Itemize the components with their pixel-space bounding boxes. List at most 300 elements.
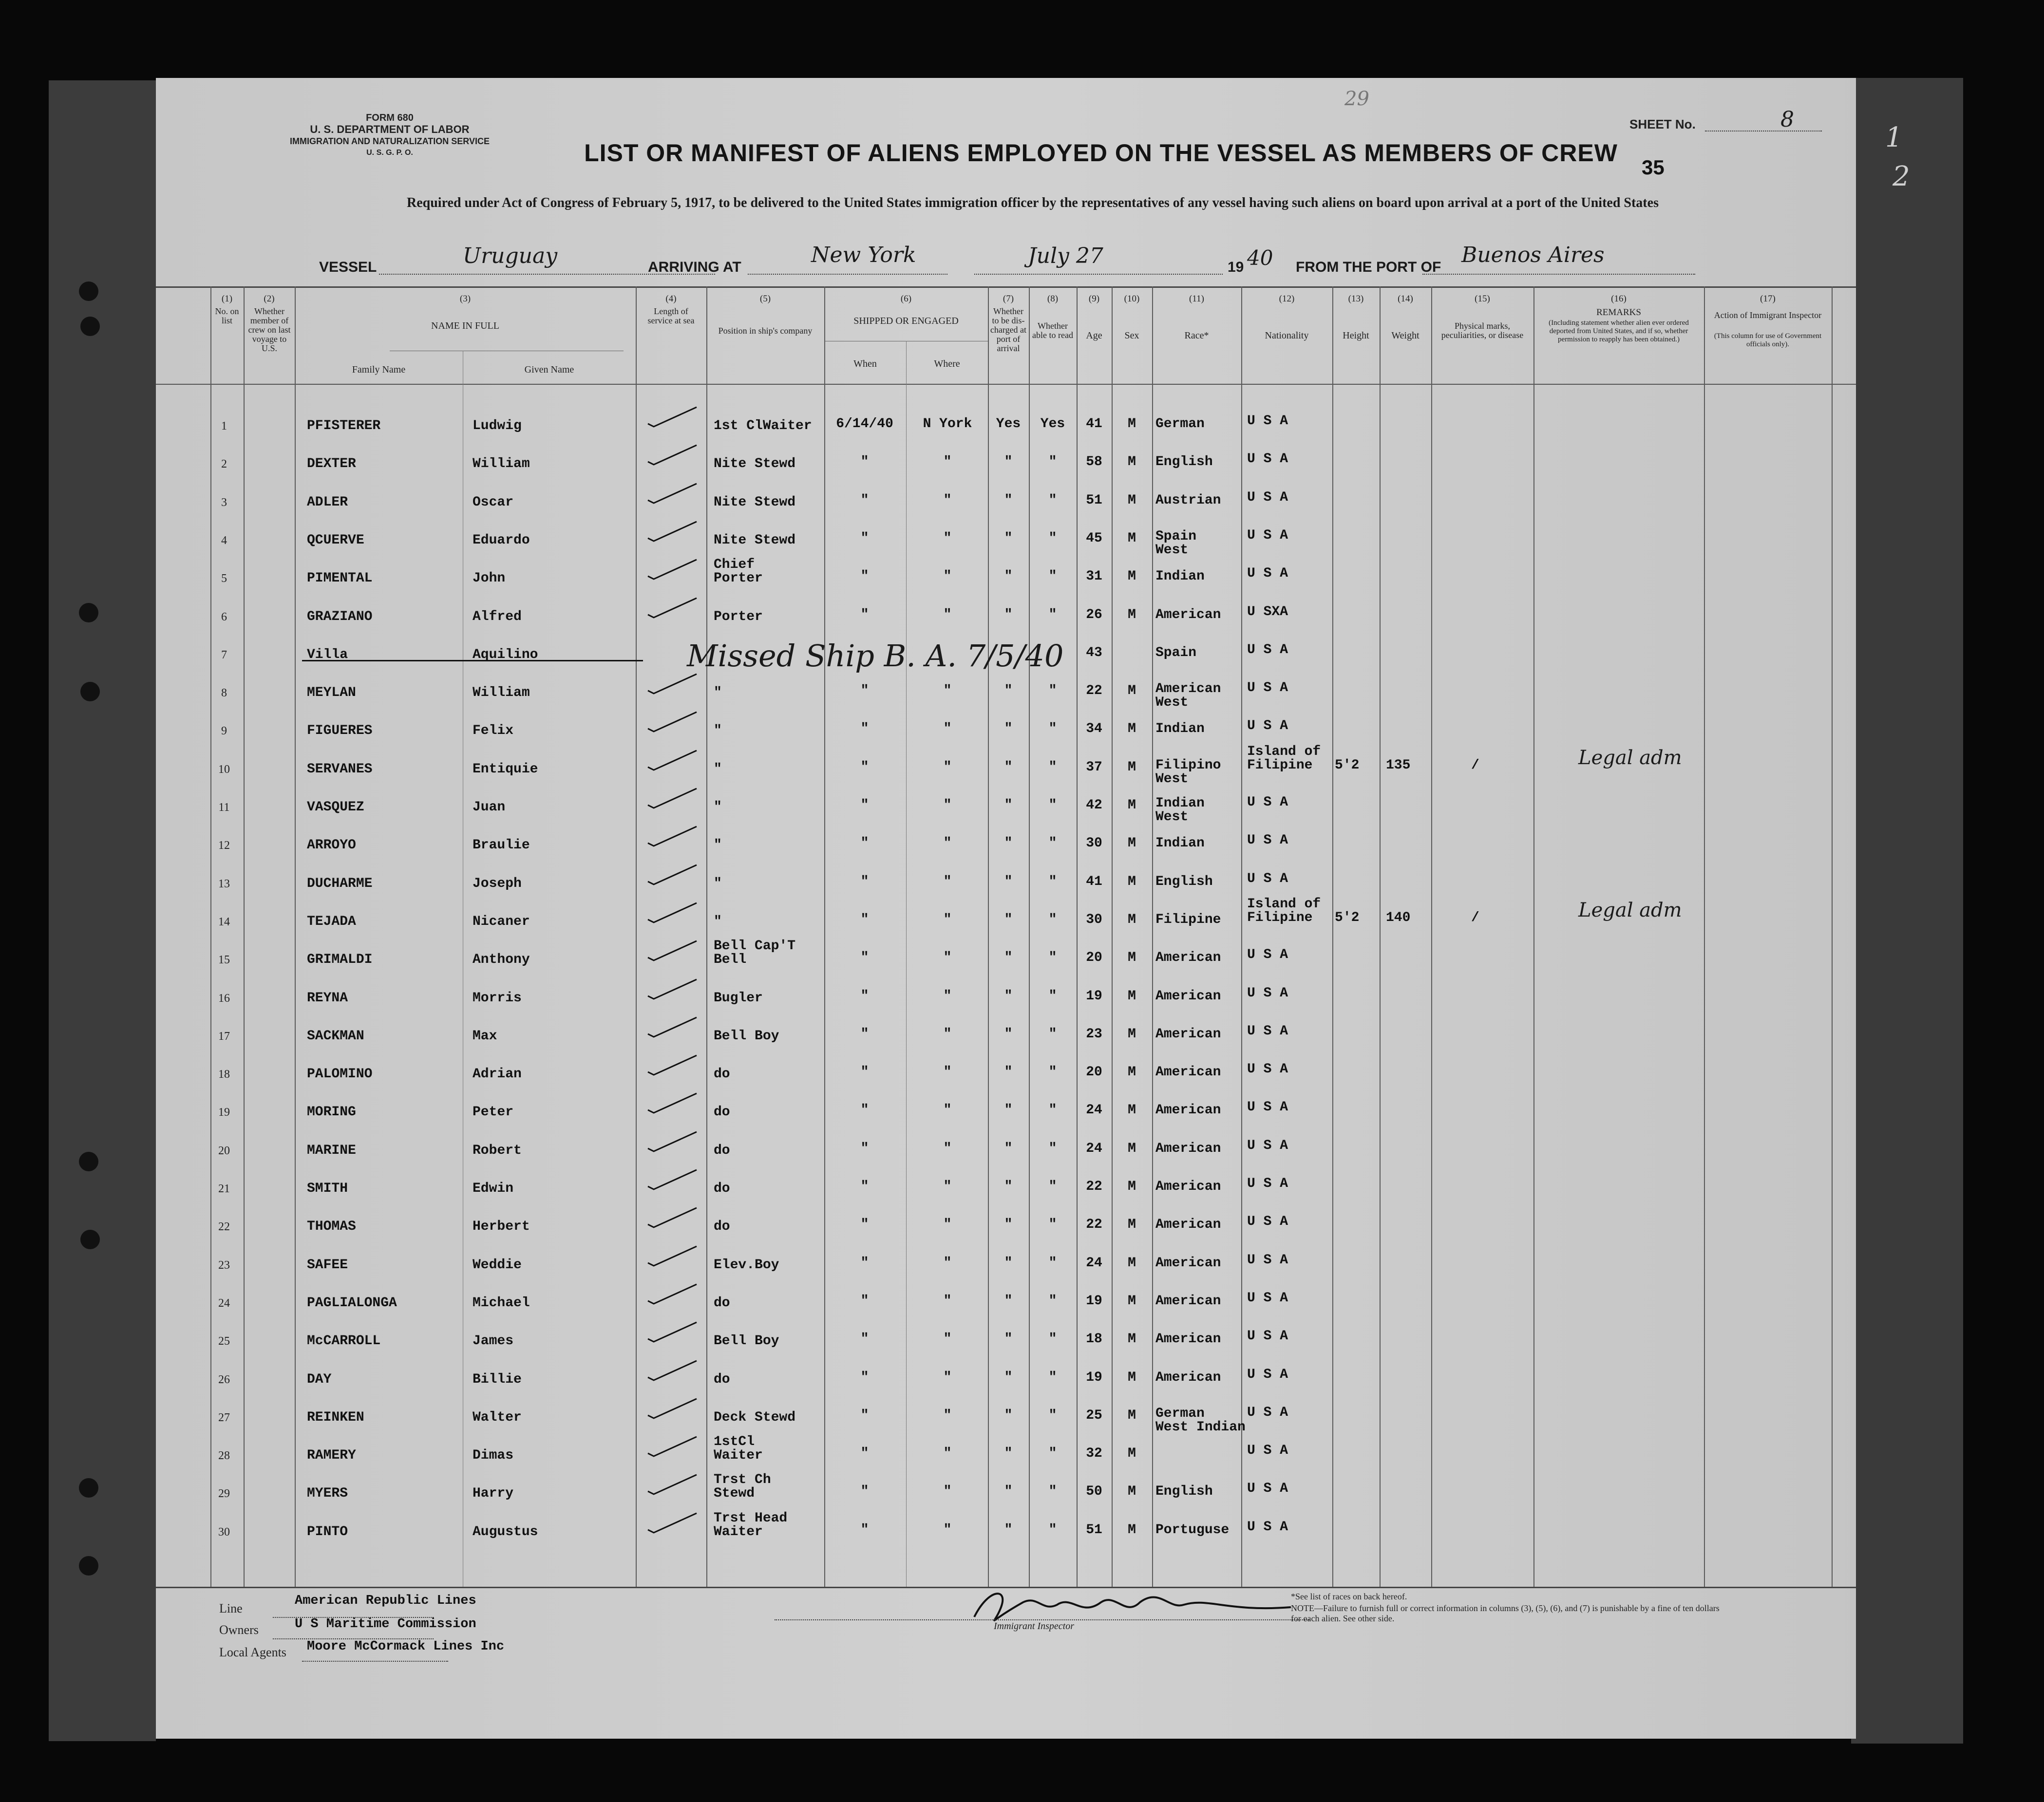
race: West — [1155, 695, 1189, 710]
race: Portuguse — [1155, 1522, 1230, 1538]
family-name: FIGUERES — [307, 723, 373, 738]
nationality: U S A — [1247, 1329, 1288, 1344]
row-number: 9 — [221, 725, 227, 737]
age: 19 — [1086, 1294, 1102, 1309]
position: " — [714, 685, 722, 700]
able-to-read: " — [1048, 1103, 1057, 1118]
col-rule — [1029, 286, 1030, 1587]
header-position: Position in ship's company — [718, 326, 813, 336]
header-when: When — [853, 358, 877, 369]
given-name: Billie — [473, 1372, 522, 1387]
family-name: SMITH — [307, 1181, 348, 1196]
from-port-label: FROM THE PORT OF — [1296, 259, 1441, 275]
row7-annotation: Missed Ship B. A. 7/5/40 — [687, 638, 1064, 674]
row-number: 1 — [221, 420, 227, 432]
penalty-note: NOTE—Failure to furnish full or correct information in columns (3), (5), (6), and (7) is punishable by a fine of ten dollars for each alien. See other side. — [1291, 1603, 1720, 1623]
shipped-where: " — [943, 1522, 952, 1538]
binder-hole — [79, 1152, 98, 1171]
position: Stewd — [714, 1486, 755, 1501]
race: Indian — [1155, 569, 1205, 584]
position: Chief — [714, 557, 755, 572]
position: do — [714, 1181, 730, 1196]
row-number: 23 — [218, 1259, 230, 1272]
shipped-where: " — [943, 1256, 952, 1271]
shipped-where: " — [943, 912, 952, 927]
given-name: William — [473, 685, 530, 700]
col-rule — [1152, 286, 1153, 1587]
shipped-when: " — [860, 1408, 869, 1423]
able-to-read: " — [1048, 950, 1057, 965]
age: 45 — [1086, 531, 1102, 546]
shipped-where: " — [943, 1408, 952, 1423]
discharged: " — [1004, 683, 1013, 698]
age: 32 — [1086, 1446, 1102, 1461]
arriving-label: ARRIVING AT — [648, 259, 741, 275]
discharged: " — [1004, 493, 1013, 508]
nationality: U S A — [1247, 1520, 1288, 1535]
check-mark — [643, 404, 701, 429]
family-name: SACKMAN — [307, 1029, 364, 1044]
shipped-when: " — [860, 760, 869, 775]
shipped-where: " — [943, 1141, 952, 1156]
nationality: U S A — [1247, 1405, 1288, 1420]
race: American — [1155, 681, 1221, 696]
shipped-when: " — [860, 836, 869, 851]
discharged: " — [1004, 1446, 1013, 1461]
height: 5'2 — [1335, 910, 1360, 925]
position: " — [714, 762, 722, 777]
race: American — [1155, 950, 1221, 965]
position: Nite Stewd — [714, 495, 796, 510]
race: American — [1155, 1141, 1221, 1156]
race: American — [1155, 1179, 1221, 1194]
shipped-where: " — [943, 1294, 952, 1309]
sex: M — [1128, 874, 1136, 889]
age: 24 — [1086, 1256, 1102, 1271]
header-family-name: Family Name — [352, 364, 406, 375]
race: German — [1155, 416, 1205, 432]
discharged: " — [1004, 531, 1013, 546]
race: West — [1155, 809, 1189, 825]
race: English — [1155, 1484, 1213, 1499]
col-rule — [1533, 286, 1534, 1587]
position: Waiter — [714, 1524, 763, 1539]
sex: M — [1128, 531, 1136, 546]
discharged: " — [1004, 454, 1013, 469]
binder-hole — [80, 317, 100, 336]
family-name: PINTO — [307, 1524, 348, 1539]
nationality: U S A — [1247, 451, 1288, 467]
shipped-when: " — [860, 798, 869, 813]
able-to-read: " — [1048, 531, 1057, 546]
remarks: Legal adm — [1578, 899, 1682, 921]
row-number: 11 — [218, 801, 230, 814]
sex: M — [1128, 569, 1136, 584]
sex: M — [1128, 1484, 1136, 1499]
row-number: 27 — [218, 1411, 230, 1424]
nationality: U S A — [1247, 1367, 1288, 1382]
column-number: (1) — [221, 294, 233, 304]
right-margin-strip — [1851, 78, 1963, 1744]
col-rule — [1112, 286, 1113, 1587]
given-name: William — [473, 456, 530, 471]
row-number: 18 — [218, 1068, 230, 1081]
shipped-when: " — [860, 569, 869, 584]
shipped-where: " — [943, 569, 952, 584]
discharged: " — [1004, 1179, 1013, 1194]
family-name: DAY — [307, 1372, 332, 1387]
col-rule — [906, 341, 907, 1587]
given-name: Walter — [473, 1410, 522, 1425]
given-name: Anthony — [473, 952, 530, 967]
shipped-when: " — [860, 1332, 869, 1347]
col-rule — [295, 286, 296, 1587]
row-number: 15 — [218, 954, 230, 966]
binder-hole — [80, 1230, 100, 1249]
age: 26 — [1086, 607, 1102, 622]
row-number: 17 — [218, 1030, 230, 1043]
discharged: " — [1004, 760, 1013, 775]
able-to-read: " — [1048, 1408, 1057, 1423]
shipped-where: " — [943, 1217, 952, 1232]
given-name: Alfred — [473, 609, 522, 624]
discharged: " — [1004, 1332, 1013, 1347]
shipped-where: " — [943, 1484, 952, 1499]
line-label: Line — [219, 1601, 243, 1615]
position: 1st ClWaiter — [714, 418, 812, 433]
header-action-note: (This column for use of Government officials only). — [1714, 332, 1822, 348]
race: Indian — [1155, 721, 1205, 736]
nationality: U S A — [1247, 680, 1288, 695]
binder-hole — [79, 282, 98, 301]
margin-note: 1 — [1885, 122, 1903, 153]
shipped-when: " — [860, 950, 869, 965]
binder-hole — [80, 682, 100, 701]
agents-underline — [302, 1661, 448, 1662]
sex: M — [1128, 1446, 1136, 1461]
year-suffix: 40 — [1247, 246, 1273, 270]
shipped-when: " — [860, 1065, 869, 1080]
discharged: " — [1004, 874, 1013, 889]
sex: M — [1128, 1332, 1136, 1347]
family-name: REINKEN — [307, 1410, 364, 1425]
race: West — [1155, 543, 1189, 558]
family-name: GRAZIANO — [307, 609, 373, 624]
nationality: Filipine — [1247, 758, 1313, 773]
manifest-page — [156, 78, 1856, 1739]
check-mark — [643, 1281, 701, 1306]
column-number: (15) — [1475, 294, 1490, 304]
owners-label: Owners — [219, 1623, 259, 1637]
given-name: Nicaner — [473, 914, 530, 929]
family-name: PALOMINO — [307, 1067, 373, 1082]
shipped-when: " — [860, 1256, 869, 1271]
sex: M — [1128, 798, 1136, 813]
family-name: MYERS — [307, 1486, 348, 1501]
column-number: (11) — [1189, 294, 1204, 304]
discharged: " — [1004, 607, 1013, 622]
row-number: 12 — [218, 839, 230, 852]
age: 18 — [1086, 1332, 1102, 1347]
given-name: Joseph — [473, 876, 522, 891]
age: 19 — [1086, 989, 1102, 1004]
given-name: Weddie — [473, 1258, 522, 1273]
nationality: Filipine — [1247, 910, 1313, 925]
age: 20 — [1086, 1065, 1102, 1080]
col-rule — [988, 286, 989, 1587]
local-agents-label: Local Agents — [219, 1645, 286, 1659]
shipped-when: " — [860, 721, 869, 736]
position: Porter — [714, 571, 763, 586]
shipped-when: " — [860, 683, 869, 698]
races-note: *See list of races on back hereof. — [1291, 1592, 1407, 1601]
sex: M — [1128, 683, 1136, 698]
given-name: Entiquie — [473, 762, 538, 777]
vessel-name: Uruguay — [463, 244, 558, 268]
family-name: TEJADA — [307, 914, 356, 929]
age: 41 — [1086, 874, 1102, 889]
column-number: (3) — [459, 294, 471, 304]
able-to-read: " — [1048, 683, 1057, 698]
sex: M — [1128, 1027, 1136, 1042]
given-name: Peter — [473, 1105, 514, 1120]
check-mark — [643, 442, 701, 467]
discharged: " — [1004, 798, 1013, 813]
sex: M — [1128, 493, 1136, 508]
sheet-label: SHEET No. — [1629, 117, 1696, 131]
age: 23 — [1086, 1027, 1102, 1042]
age: 37 — [1086, 760, 1102, 775]
row-number: 8 — [221, 687, 227, 699]
able-to-read: Yes — [1040, 416, 1065, 432]
able-to-read: " — [1048, 1141, 1057, 1156]
nationality: U S A — [1247, 566, 1288, 581]
able-to-read: " — [1048, 1332, 1057, 1347]
given-name: Aquilino — [473, 647, 538, 662]
sex: M — [1128, 1179, 1136, 1194]
row-number: 30 — [218, 1526, 230, 1539]
header-remarks-title: REMARKS — [1596, 307, 1641, 318]
able-to-read: " — [1048, 454, 1057, 469]
vessel-label: VESSEL — [319, 259, 377, 275]
able-to-read: " — [1048, 912, 1057, 927]
weight: 140 — [1386, 910, 1411, 925]
sex: M — [1128, 950, 1136, 965]
able-to-read: " — [1048, 1179, 1057, 1194]
sheet-number: 8 — [1780, 107, 1794, 132]
header-length-service: Length of service at sea — [647, 306, 695, 325]
page-subtitle: Required under Act of Congress of February 5, 1917, to be delivered to the United States immigration officer by the representatives of any vessel having such aliens on board upon arrival at a port of the United States — [407, 195, 1659, 210]
header-sex: Sex — [1124, 330, 1139, 341]
able-to-read: " — [1048, 1065, 1057, 1080]
check-mark — [643, 1358, 701, 1382]
position: " — [714, 876, 722, 891]
shipped-when: " — [860, 1103, 869, 1118]
discharged: " — [1004, 1065, 1013, 1080]
binder-strip — [49, 80, 156, 1741]
column-number: (10) — [1124, 294, 1140, 304]
check-mark — [643, 519, 701, 543]
column-number: (2) — [264, 294, 275, 304]
position: Bell — [714, 952, 747, 967]
check-mark — [643, 595, 701, 619]
col-rule — [1332, 286, 1333, 1587]
position: Deck Stewd — [714, 1410, 796, 1425]
nationality: U S A — [1247, 642, 1288, 657]
nationality: U S A — [1247, 1443, 1288, 1458]
shipped-when: " — [860, 1446, 869, 1461]
discharged: " — [1004, 1027, 1013, 1042]
race: American — [1155, 1256, 1221, 1271]
shipped-where: " — [943, 607, 952, 622]
shipped-when: " — [860, 1522, 869, 1538]
nationality: U S A — [1247, 1138, 1288, 1153]
header-remarks-note: (Including statement whether alien ever ordered deported from United States, and if so, whether permission to reapply has been obtained.) — [1549, 319, 1689, 343]
shipped-when: " — [860, 1179, 869, 1194]
check-mark — [643, 481, 701, 505]
nationality: U S A — [1247, 490, 1288, 505]
shipped-when: " — [860, 493, 869, 508]
discharged: Yes — [996, 416, 1021, 432]
check-mark — [643, 557, 701, 581]
family-name: PIMENTAL — [307, 571, 373, 586]
given-name: Adrian — [473, 1067, 522, 1082]
row-number: 2 — [221, 458, 227, 470]
header-weight: Weight — [1391, 330, 1419, 341]
position: do — [714, 1372, 730, 1387]
inspector-label: Immigrant Inspector — [994, 1621, 1074, 1632]
position: " — [714, 800, 722, 815]
shipped-when: " — [860, 454, 869, 469]
height: 5'2 — [1335, 758, 1360, 773]
able-to-read: " — [1048, 1294, 1057, 1309]
header-height: Height — [1343, 330, 1369, 341]
sex: M — [1128, 1103, 1136, 1118]
given-name: Augustus — [473, 1524, 538, 1539]
margin-note: 2 — [1893, 161, 1910, 192]
col-rule — [1832, 286, 1833, 1587]
given-name: Edwin — [473, 1181, 514, 1196]
shipped-where: " — [943, 454, 952, 469]
able-to-read: " — [1048, 1484, 1057, 1499]
nationality: U SXA — [1247, 604, 1288, 619]
position: Bell Boy — [714, 1333, 779, 1349]
check-mark — [643, 1510, 701, 1535]
col-rule — [824, 286, 825, 1587]
shipped-where: " — [943, 874, 952, 889]
shipped-where: " — [943, 950, 952, 965]
age: 22 — [1086, 1217, 1102, 1232]
race: Austrian — [1155, 493, 1221, 508]
given-name: Harry — [473, 1486, 514, 1501]
shipped-where: " — [943, 1446, 952, 1461]
family-name: ARROYO — [307, 838, 356, 853]
position: do — [714, 1295, 730, 1311]
race: American — [1155, 1332, 1221, 1347]
header-action-title: Action of Immigrant Inspector — [1714, 310, 1822, 320]
given-name: Juan — [473, 800, 506, 815]
family-name: DEXTER — [307, 456, 356, 471]
check-mark — [643, 938, 701, 962]
race: Filipino — [1155, 758, 1221, 773]
row-number: 16 — [218, 992, 230, 1005]
col-rule — [1241, 286, 1242, 1587]
header-given-name: Given Name — [524, 364, 574, 375]
header-bottom-rule — [156, 384, 1856, 385]
family-name: REYNA — [307, 991, 348, 1006]
check-mark — [643, 748, 701, 772]
nationality: U S A — [1247, 1062, 1288, 1077]
shipped-when: " — [860, 1484, 869, 1499]
discharged: " — [1004, 989, 1013, 1004]
family-name: DUCHARME — [307, 876, 373, 891]
race: West Indian — [1155, 1420, 1246, 1435]
sex: M — [1128, 1370, 1136, 1385]
discharged: " — [1004, 1217, 1013, 1232]
position: " — [714, 914, 722, 929]
physical-mark: / — [1471, 910, 1479, 925]
position: Trst Head — [714, 1511, 788, 1526]
check-mark — [643, 1014, 701, 1039]
check-mark — [643, 1167, 701, 1191]
row-number: 13 — [218, 878, 230, 890]
discharged: " — [1004, 1103, 1013, 1118]
given-name: Oscar — [473, 495, 514, 510]
check-mark — [643, 976, 701, 1001]
position: do — [714, 1219, 730, 1234]
row-number: 3 — [221, 496, 227, 509]
nationality: U S A — [1247, 1481, 1288, 1496]
shipped-when: " — [860, 1027, 869, 1042]
nationality: U S A — [1247, 1253, 1288, 1268]
age: 58 — [1086, 454, 1102, 469]
col-rule — [210, 286, 211, 1587]
age: 51 — [1086, 493, 1102, 508]
year-prefix: 19 — [1228, 259, 1244, 275]
shipped-where: " — [943, 493, 952, 508]
family-name: SAFEE — [307, 1258, 348, 1273]
shipped-where: " — [943, 1370, 952, 1385]
arrival-date: July 27 — [1028, 244, 1103, 268]
given-name: Dimas — [473, 1448, 514, 1463]
shipped-when: " — [860, 1217, 869, 1232]
race: American — [1155, 1103, 1221, 1118]
row-number: 26 — [218, 1373, 230, 1386]
position: Elev.Boy — [714, 1258, 779, 1273]
row-number: 24 — [218, 1297, 230, 1310]
discharged: " — [1004, 1408, 1013, 1423]
header-able-to-read: Whether able to read — [1032, 321, 1073, 340]
gpo-mark: U. S. G. P. O. — [366, 149, 413, 157]
position: Nite Stewd — [714, 456, 796, 471]
given-name: Robert — [473, 1143, 522, 1158]
shipped-when: " — [860, 874, 869, 889]
able-to-read: " — [1048, 1370, 1057, 1385]
position: do — [714, 1105, 730, 1120]
check-mark — [643, 1090, 701, 1115]
given-name: Felix — [473, 723, 514, 738]
age: 24 — [1086, 1103, 1102, 1118]
column-number: (16) — [1611, 294, 1627, 304]
discharged: " — [1004, 1256, 1013, 1271]
race: American — [1155, 1294, 1221, 1309]
family-name: Villa — [307, 647, 348, 662]
sex: M — [1128, 416, 1136, 432]
check-mark — [643, 709, 701, 733]
shipped-when: " — [860, 1294, 869, 1309]
able-to-read: " — [1048, 836, 1057, 851]
check-mark — [643, 1472, 701, 1496]
